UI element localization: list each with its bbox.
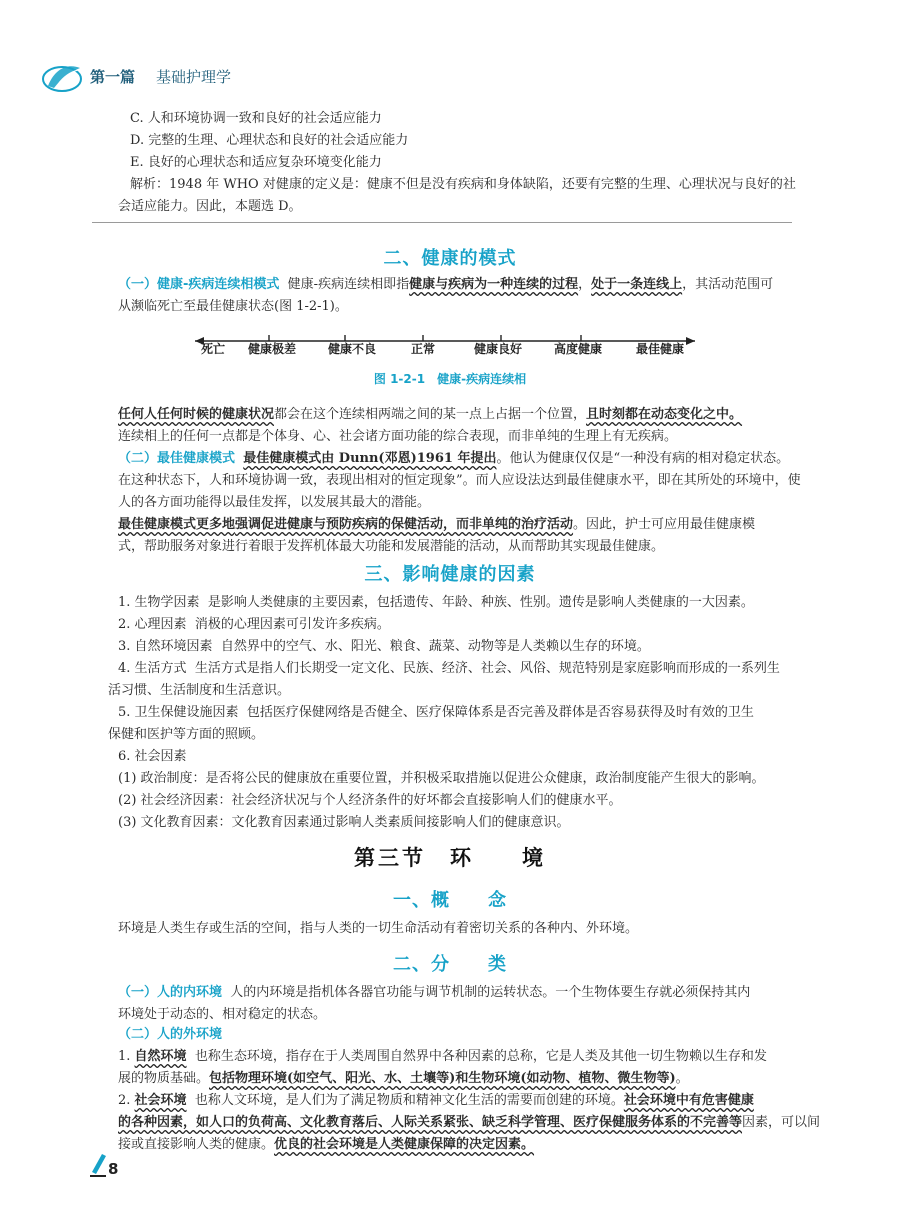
social-env-paragraph-2: 的各种因素，如人口的负荷高、文化教育落后、人际关系紧张、缺乏科学管理、医疗保健服务体系的不完善等因素，可以间	[118, 1115, 821, 1130]
running-header	[40, 60, 340, 96]
social-factor-sub: (3) 文化教育因素：文化教育因素通过影响人类素质间接影响人们的健康意识。	[118, 815, 570, 830]
axis-label: 健康良好	[473, 342, 523, 356]
subsection-label-optimal: （二）最佳健康模式	[118, 451, 236, 466]
factor-item: 6. 社会因素	[118, 749, 187, 764]
subsection-label-continuum: （一）健康-疾病连续相模式	[118, 277, 280, 292]
optimal-health-paragraph: （二）最佳健康模式 最佳健康模式由 Dunn(邓恩)1961 年提出。他认为健康仅仅是“一种没有病的相对稳定状态。	[118, 451, 790, 466]
health-illness-paragraph: （一）健康-疾病连续相模式 健康-疾病连续相即指健康与疾病为一种连续的过程，处于一条连线上，其活动范围可	[118, 277, 774, 292]
section-title-classification: 二、分 类	[393, 954, 507, 975]
subsection-label-inner: （一）人的内环境	[118, 985, 223, 1000]
option-d: D. 完整的生理、心理状态和良好的社会适应能力	[130, 133, 409, 148]
option-e: E. 良好的心理状态和适应复杂环境变化能力	[130, 155, 382, 170]
factor-item: 3. 自然环境因素 自然界中的空气、水、阳光、粮食、蔬菜、动物等是人类赖以生存的环境。	[118, 639, 650, 654]
continuum-note: 任何人任何时候的健康状况都会在这个连续相两端之间的某一点上占据一个位置，且时刻都在动态变化之中。	[118, 407, 743, 422]
factor-item: 4. 生活方式 生活方式是指人们长期受一定文化、民族、经济、社会、风俗、规范特别是家庭影响而形成的一系列生	[118, 661, 780, 676]
figure-caption: 图 1-2-1 健康-疾病连续相	[373, 372, 527, 386]
factor-item-cont: 保健和医护等方面的照顾。	[108, 727, 265, 742]
social-factor-sub: (1) 政治制度：是否将公民的健康放在重要位置，并积极采取措施以促进公众健康，政治制度能产生很大的影响。	[118, 771, 765, 786]
axis-label: 健康极差	[247, 342, 297, 356]
section-title-concept: 一、概 念	[393, 890, 507, 911]
factor-item-cont: 活习惯、生活制度和生活意识。	[108, 683, 291, 698]
analysis-line-1: 解析：1948 年 WHO 对健康的定义是：健康不但是没有疾病和身体缺陷，还要有完整的生理、心理状况与良好的社	[130, 177, 796, 192]
factor-item: 2. 心理因素 消极的心理因素可引发许多疾病。	[118, 617, 390, 632]
natural-env-paragraph-2: 展的物质基础。包括物理环境(如空气、阳光、水、土壤等)和生物环境(如动物、植物、微生物等)。	[118, 1071, 689, 1086]
optimal-health-emphasis-2: 式，帮助服务对象进行着眼于发挥机体最大功能和发展潜能的活动，从而帮助其实现最佳健康。	[118, 539, 665, 554]
book-subtitle: 基础护理学	[156, 68, 232, 86]
axis-label: 健康不良	[327, 342, 377, 356]
analysis-line-2: 会适应能力。因此，本题选 D。	[118, 199, 302, 214]
optimal-health-line-2: 在这种状态下，人和环境协调一致，表现出相对的恒定现象”。而人应设法达到最佳健康水平，即在其所处的环境中，使	[118, 473, 801, 488]
social-factor-sub: (2) 社会经济因素：社会经济状况与个人经济条件的好坏都会直接影响人们的健康水平。	[118, 793, 622, 808]
chapter-title: 第三节 环 境	[354, 845, 546, 870]
social-env-paragraph-3: 接或直接影响人类的健康。优良的社会环境是人类健康保障的决定因素。	[118, 1137, 535, 1152]
concept-paragraph: 环境是人类生存或生活的空间，指与人类的一切生命活动有着密切关系的各种内、外环境。	[118, 921, 639, 936]
leaf-logo-icon	[40, 60, 86, 94]
axis-label: 正常	[410, 342, 436, 356]
factor-item: 5. 卫生保健设施因素 包括医疗保健网络是否健全、医疗保障体系是否完善及群体是否容易获得及时有效的卫生	[118, 705, 754, 720]
section-title-health-models: 二、健康的模式	[383, 248, 517, 269]
optimal-health-emphasis: 最佳健康模式更多地强调促进健康与预防疾病的保健活动，而非单纯的治疗活动。因此，护士可应用最佳健康模	[118, 517, 756, 532]
divider	[92, 222, 792, 223]
inner-env-paragraph-2: 环境处于动态的、相对稳定的状态。	[118, 1007, 327, 1022]
continuum-note-2: 连续相上的任何一点都是个体身、心、社会诸方面功能的综合表现，而非单纯的生理上有无疾病。	[118, 429, 678, 444]
optimal-health-line-3: 人的各方面功能得以最佳发挥，以发展其最大的潜能。	[118, 495, 431, 510]
social-env-paragraph: 2. 社会环境 也称人文环境，是人们为了满足物质和精神文化生活的需要而创建的环境。社会环境中有危害健康	[118, 1093, 754, 1108]
pencil-icon	[88, 1150, 108, 1178]
outer-env-label: （二）人的外环境	[118, 1027, 223, 1042]
page-number: 8	[108, 1160, 119, 1178]
option-c: C. 人和环境协调一致和良好的社会适应能力	[130, 111, 382, 126]
factor-item: 1. 生物学因素 是影响人类健康的主要因素，包括遗传、年龄、种族、性别。遗传是影响人类健康的一大因素。	[118, 595, 754, 610]
axis-label: 最佳健康	[635, 342, 685, 356]
axis-label: 死亡	[200, 342, 226, 356]
axis-label: 高度健康	[553, 342, 603, 356]
part-label: 第一篇	[90, 68, 136, 86]
inner-env-paragraph: （一）人的内环境 人的内环境是指机体各器官功能与调节机制的运转状态。一个生物体要生存就必须保持其内	[118, 985, 751, 1000]
health-illness-paragraph-cont: 从濒临死亡至最佳健康状态(图 1-2-1)。	[118, 299, 348, 314]
natural-env-paragraph: 1. 自然环境 也称生态环境，指存在于人类周围自然界中各种因素的总称，它是人类及其他一切生物赖以生存和发	[118, 1049, 767, 1064]
section-title-factors: 三、影响健康的因素	[364, 564, 536, 585]
